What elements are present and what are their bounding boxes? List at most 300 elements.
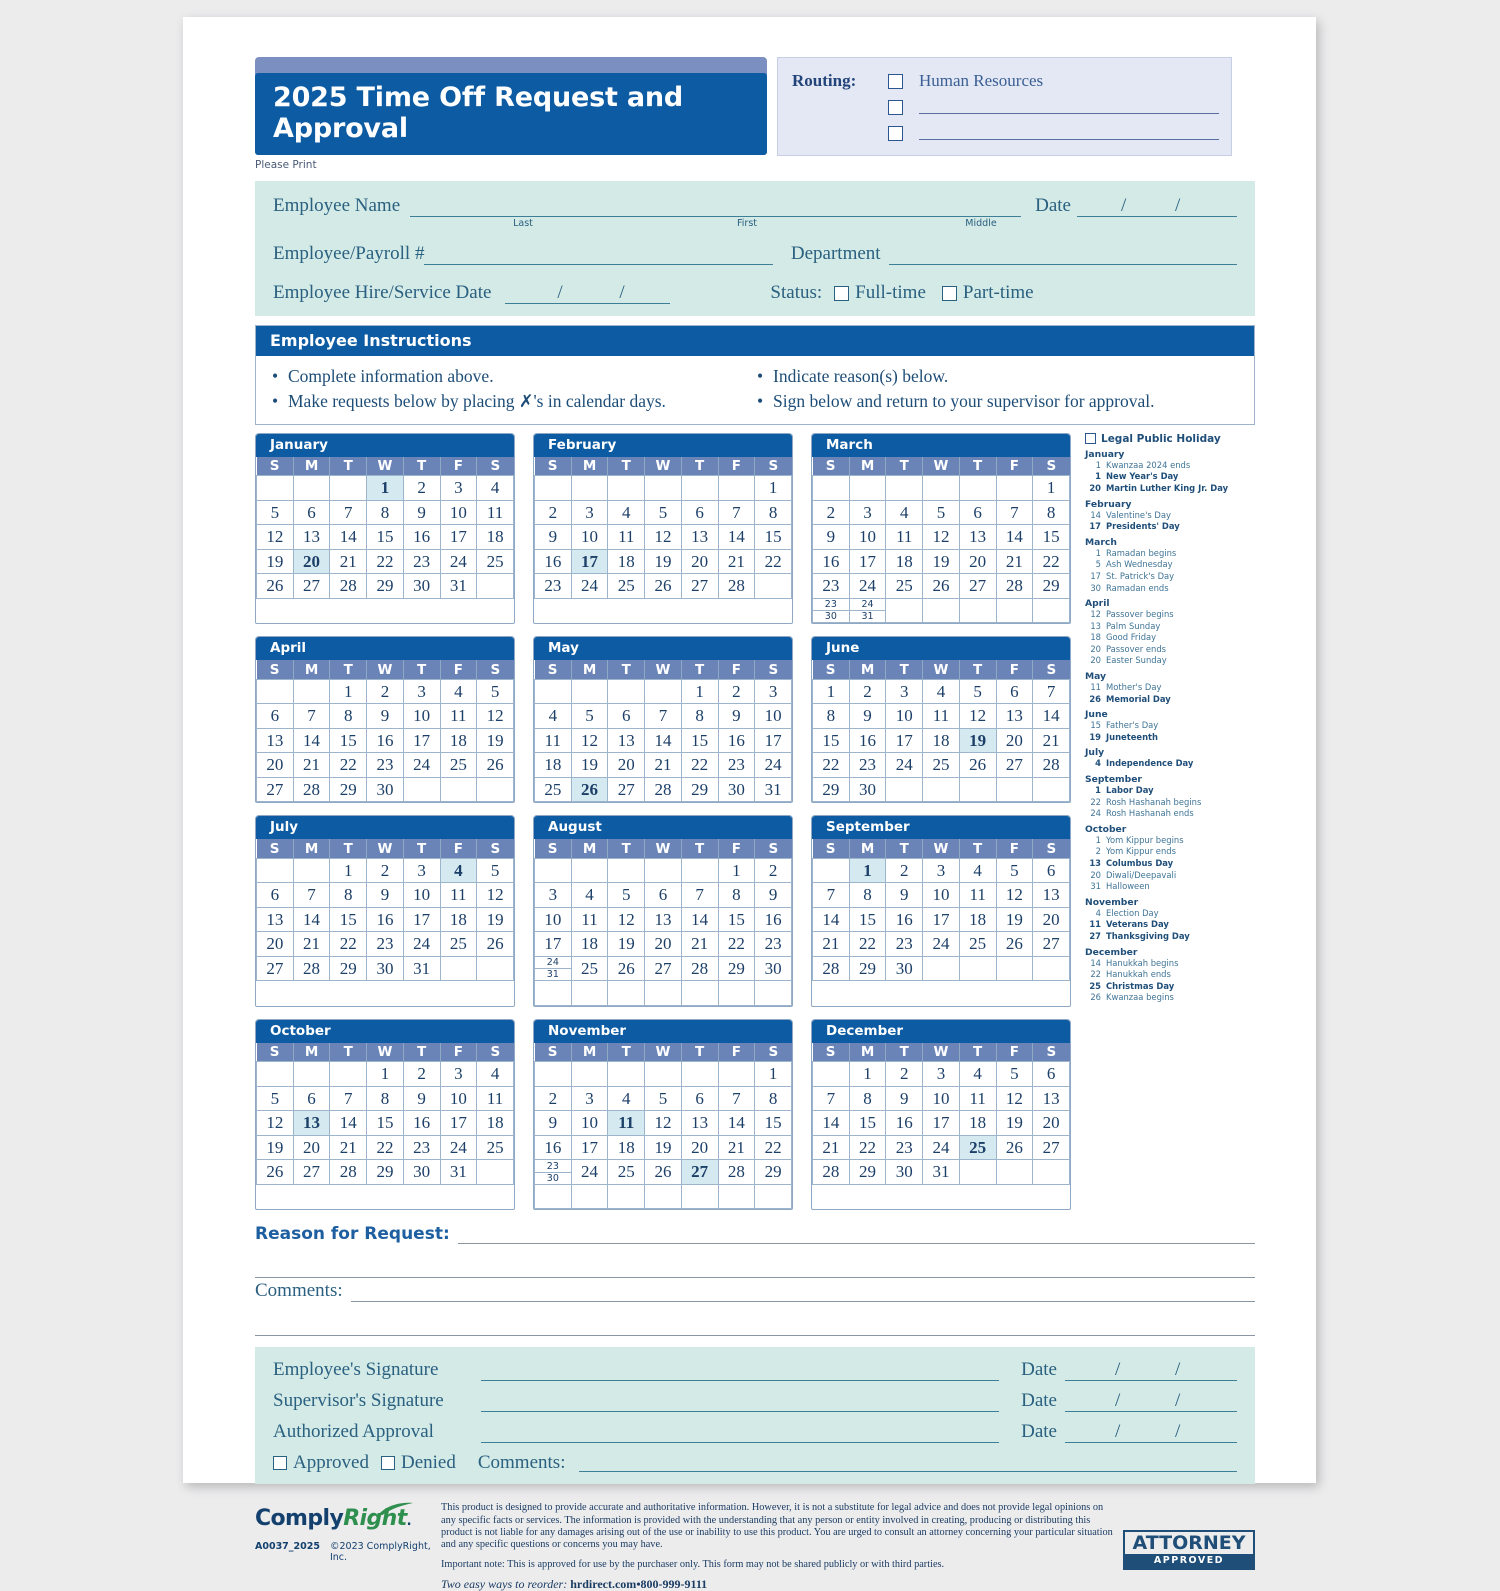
calendar-day-cell[interactable]: 13 — [257, 907, 294, 932]
calendar-day-cell[interactable]: 26 — [571, 777, 608, 802]
calendar-day-cell[interactable]: 19 — [645, 549, 682, 574]
calendar-day-cell[interactable] — [535, 1160, 572, 1185]
calendar-day-cell[interactable]: 16 — [813, 549, 850, 574]
calendar-day-cell[interactable]: 21 — [681, 932, 718, 957]
calendar-day-cell[interactable]: 5 — [571, 704, 608, 729]
calendar-day-cell[interactable]: 28 — [681, 956, 718, 981]
calendar-day-cell[interactable]: 7 — [330, 500, 367, 525]
calendar-day-cell[interactable]: 11 — [571, 907, 608, 932]
calendar-day-cell[interactable]: 25 — [959, 1135, 996, 1160]
calendar-day-cell[interactable]: 4 — [608, 1086, 645, 1111]
calendar-day-cell[interactable]: 20 — [608, 753, 645, 778]
calendar-day-cell[interactable]: 13 — [996, 704, 1033, 729]
calendar-day-cell[interactable]: 18 — [886, 549, 923, 574]
calendar-day-cell[interactable]: 22 — [755, 549, 792, 574]
reason-input-line-1[interactable] — [458, 1226, 1255, 1244]
calendar-day-cell[interactable]: 6 — [645, 883, 682, 908]
calendar-day-cell[interactable]: 15 — [367, 525, 404, 550]
calendar-day-cell[interactable]: 24 — [571, 574, 608, 599]
calendar-day-cell[interactable]: 28 — [330, 1160, 367, 1185]
calendar-day-cell[interactable]: 6 — [257, 704, 294, 729]
employee-signature-input[interactable] — [481, 1363, 999, 1381]
routing-input-3[interactable] — [919, 126, 1219, 140]
calendar-day-cell[interactable]: 14 — [718, 1111, 755, 1136]
calendar-day-cell[interactable]: 16 — [755, 907, 792, 932]
calendar-day-cell[interactable]: 23 — [886, 1135, 923, 1160]
calendar-day-cell[interactable]: 13 — [608, 728, 645, 753]
calendar-day-cell[interactable]: 15 — [330, 907, 367, 932]
calendar-day-cell[interactable]: 24 — [403, 932, 440, 957]
calendar-day-cell[interactable]: 30 — [367, 777, 404, 802]
calendar-day-cell[interactable]: 7 — [681, 883, 718, 908]
calendar-day-cell[interactable]: 23 — [755, 932, 792, 957]
calendar-day-cell[interactable]: 13 — [681, 1111, 718, 1136]
calendar-day-cell[interactable]: 15 — [681, 728, 718, 753]
calendar-day-cell[interactable]: 18 — [959, 907, 996, 932]
calendar-day-cell[interactable]: 22 — [330, 932, 367, 957]
calendar-day-cell[interactable]: 27 — [1033, 932, 1070, 957]
calendar-day-cell[interactable]: 9 — [886, 883, 923, 908]
calendar-day-cell[interactable]: 17 — [571, 1135, 608, 1160]
calendar-day-cell[interactable]: 1 — [755, 476, 792, 501]
calendar-day-cell[interactable]: 29 — [813, 777, 850, 802]
calendar-day-cell[interactable]: 12 — [571, 728, 608, 753]
calendar-day-cell[interactable]: 28 — [1033, 753, 1070, 778]
calendar-day-cell[interactable]: 5 — [996, 858, 1033, 883]
calendar-day-cell[interactable]: 4 — [886, 500, 923, 525]
calendar-day-cell[interactable]: 28 — [330, 574, 367, 599]
calendar-day-split-top[interactable]: 23 — [535, 1161, 571, 1173]
calendar-day-split-bottom[interactable]: 31 — [861, 611, 874, 622]
calendar-day-cell[interactable]: 16 — [367, 907, 404, 932]
calendar-day-cell[interactable] — [535, 956, 572, 981]
calendar-day-cell[interactable]: 29 — [367, 574, 404, 599]
employee-date-input[interactable] — [1065, 1359, 1237, 1381]
calendar-day-cell[interactable]: 1 — [813, 679, 850, 704]
calendar-day-cell[interactable]: 17 — [571, 549, 608, 574]
calendar-day-cell[interactable]: 15 — [718, 907, 755, 932]
calendar-day-cell[interactable]: 21 — [330, 549, 367, 574]
calendar-day-cell[interactable]: 4 — [440, 858, 477, 883]
calendar-day-cell[interactable]: 18 — [477, 1111, 514, 1136]
calendar-day-cell[interactable]: 3 — [535, 883, 572, 908]
calendar-day-cell[interactable]: 4 — [923, 679, 960, 704]
calendar-day-cell[interactable]: 9 — [367, 883, 404, 908]
calendar-day-cell[interactable]: 31 — [755, 777, 792, 802]
calendar-day-cell[interactable]: 26 — [257, 1160, 294, 1185]
calendar-day-cell[interactable]: 28 — [645, 777, 682, 802]
calendar-day-cell[interactable]: 23 — [367, 753, 404, 778]
calendar-day-cell[interactable]: 8 — [718, 883, 755, 908]
calendar-day-cell[interactable]: 11 — [477, 500, 514, 525]
calendar-day-cell[interactable]: 5 — [645, 1086, 682, 1111]
calendar-day-cell[interactable]: 16 — [849, 728, 886, 753]
calendar-day-cell[interactable]: 6 — [681, 1086, 718, 1111]
calendar-day-cell[interactable]: 15 — [367, 1111, 404, 1136]
calendar-day-cell[interactable]: 25 — [923, 753, 960, 778]
calendar-day-cell[interactable]: 22 — [681, 753, 718, 778]
calendar-day-cell[interactable]: 15 — [755, 1111, 792, 1136]
calendar-day-cell[interactable]: 14 — [330, 1111, 367, 1136]
calendar-day-cell[interactable]: 20 — [257, 932, 294, 957]
calendar-day-cell[interactable]: 24 — [886, 753, 923, 778]
calendar-day-cell[interactable]: 10 — [571, 525, 608, 550]
calendar-day-cell[interactable]: 17 — [923, 1111, 960, 1136]
calendar-day-cell[interactable]: 9 — [718, 704, 755, 729]
calendar-day-cell[interactable]: 22 — [755, 1135, 792, 1160]
approved-checkbox[interactable] — [273, 1456, 287, 1470]
calendar-day-cell[interactable]: 12 — [645, 525, 682, 550]
calendar-day-cell[interactable]: 12 — [477, 883, 514, 908]
calendar-day-cell[interactable]: 11 — [477, 1086, 514, 1111]
calendar-day-cell[interactable]: 15 — [330, 728, 367, 753]
calendar-day-cell[interactable]: 30 — [849, 777, 886, 802]
calendar-day-cell[interactable]: 5 — [923, 500, 960, 525]
calendar-day-cell[interactable]: 5 — [477, 679, 514, 704]
calendar-day-cell[interactable]: 2 — [403, 476, 440, 501]
approval-comments-input[interactable] — [579, 1454, 1237, 1472]
routing-checkbox-3[interactable] — [888, 126, 903, 141]
calendar-day-cell[interactable]: 27 — [959, 574, 996, 599]
calendar-day-cell[interactable]: 1 — [367, 1062, 404, 1087]
calendar-day-cell[interactable]: 24 — [440, 549, 477, 574]
hire-date-input[interactable] — [505, 282, 670, 304]
calendar-day-cell[interactable]: 17 — [403, 728, 440, 753]
calendar-day-cell[interactable]: 20 — [293, 549, 330, 574]
calendar-day-cell[interactable]: 21 — [718, 549, 755, 574]
calendar-day-cell[interactable]: 29 — [1033, 574, 1070, 599]
calendar-day-cell[interactable]: 17 — [403, 907, 440, 932]
calendar-day-cell[interactable]: 8 — [330, 883, 367, 908]
calendar-day-cell[interactable] — [813, 598, 850, 623]
calendar-day-cell[interactable]: 10 — [755, 704, 792, 729]
calendar-day-cell[interactable]: 7 — [293, 704, 330, 729]
calendar-day-cell[interactable]: 11 — [608, 1111, 645, 1136]
calendar-day-cell[interactable]: 8 — [367, 500, 404, 525]
calendar-day-cell[interactable]: 3 — [571, 500, 608, 525]
calendar-day-cell[interactable]: 30 — [886, 1160, 923, 1185]
calendar-day-cell[interactable]: 25 — [886, 574, 923, 599]
calendar-day-cell[interactable]: 23 — [718, 753, 755, 778]
calendar-day-cell[interactable]: 28 — [293, 777, 330, 802]
calendar-day-cell[interactable]: 20 — [1033, 907, 1070, 932]
calendar-day-cell[interactable]: 1 — [367, 476, 404, 501]
calendar-day-cell[interactable]: 25 — [477, 1135, 514, 1160]
calendar-day-cell[interactable]: 4 — [608, 500, 645, 525]
calendar-day-cell[interactable]: 3 — [403, 679, 440, 704]
calendar-day-cell[interactable]: 31 — [923, 1160, 960, 1185]
calendar-day-cell[interactable]: 19 — [257, 1135, 294, 1160]
calendar-day-cell[interactable]: 10 — [849, 525, 886, 550]
calendar-day-cell[interactable]: 25 — [440, 753, 477, 778]
calendar-day-cell[interactable]: 21 — [996, 549, 1033, 574]
comments-input-line-1[interactable] — [351, 1284, 1255, 1302]
status-checkbox-fulltime[interactable] — [834, 286, 849, 301]
calendar-day-cell[interactable]: 13 — [293, 525, 330, 550]
calendar-day-cell[interactable]: 26 — [477, 753, 514, 778]
calendar-day-cell[interactable]: 4 — [535, 704, 572, 729]
calendar-day-cell[interactable]: 20 — [996, 728, 1033, 753]
calendar-day-cell[interactable]: 20 — [645, 932, 682, 957]
calendar-day-cell[interactable]: 6 — [996, 679, 1033, 704]
calendar-day-cell[interactable]: 7 — [330, 1086, 367, 1111]
calendar-day-cell[interactable]: 10 — [403, 704, 440, 729]
calendar-day-cell[interactable]: 22 — [718, 932, 755, 957]
calendar-day-cell[interactable]: 16 — [535, 549, 572, 574]
calendar-day-cell[interactable]: 4 — [571, 883, 608, 908]
calendar-day-cell[interactable]: 23 — [813, 574, 850, 599]
calendar-day-cell[interactable]: 26 — [996, 932, 1033, 957]
calendar-day-cell[interactable]: 9 — [535, 1111, 572, 1136]
payroll-input[interactable] — [424, 248, 772, 265]
calendar-day-cell[interactable]: 2 — [535, 500, 572, 525]
calendar-day-cell[interactable]: 2 — [886, 858, 923, 883]
calendar-day-cell[interactable]: 30 — [403, 574, 440, 599]
calendar-day-cell[interactable]: 26 — [645, 574, 682, 599]
calendar-day-cell[interactable]: 2 — [718, 679, 755, 704]
calendar-day-cell[interactable]: 7 — [645, 704, 682, 729]
calendar-day-cell[interactable]: 8 — [849, 883, 886, 908]
calendar-day-cell[interactable]: 11 — [440, 883, 477, 908]
calendar-day-cell[interactable]: 6 — [293, 1086, 330, 1111]
calendar-day-cell[interactable]: 15 — [755, 525, 792, 550]
calendar-day-cell[interactable]: 9 — [813, 525, 850, 550]
calendar-day-cell[interactable]: 27 — [608, 777, 645, 802]
calendar-day-cell[interactable]: 31 — [440, 1160, 477, 1185]
calendar-day-cell[interactable]: 19 — [608, 932, 645, 957]
calendar-day-cell[interactable]: 1 — [330, 858, 367, 883]
calendar-day-cell[interactable]: 8 — [755, 1086, 792, 1111]
calendar-day-cell[interactable]: 22 — [849, 932, 886, 957]
calendar-day-cell[interactable]: 24 — [923, 932, 960, 957]
calendar-day-cell[interactable]: 24 — [755, 753, 792, 778]
comments-input-line-2[interactable] — [255, 1302, 1255, 1336]
calendar-day-cell[interactable]: 14 — [681, 907, 718, 932]
calendar-day-cell[interactable]: 5 — [257, 500, 294, 525]
calendar-day-cell[interactable]: 5 — [645, 500, 682, 525]
calendar-day-cell[interactable]: 21 — [718, 1135, 755, 1160]
calendar-day-cell[interactable]: 26 — [959, 753, 996, 778]
calendar-day-cell[interactable]: 17 — [849, 549, 886, 574]
calendar-day-cell[interactable]: 13 — [1033, 883, 1070, 908]
calendar-day-cell[interactable]: 14 — [1033, 704, 1070, 729]
calendar-day-cell[interactable]: 29 — [849, 1160, 886, 1185]
department-input[interactable] — [889, 248, 1237, 265]
calendar-day-cell[interactable]: 23 — [403, 1135, 440, 1160]
calendar-day-cell[interactable]: 17 — [440, 525, 477, 550]
calendar-day-cell[interactable]: 18 — [477, 525, 514, 550]
supervisor-date-input[interactable] — [1065, 1390, 1237, 1412]
calendar-day-cell[interactable]: 18 — [608, 1135, 645, 1160]
routing-checkbox-hr[interactable] — [888, 74, 903, 89]
calendar-day-cell[interactable]: 29 — [367, 1160, 404, 1185]
calendar-day-cell[interactable] — [849, 598, 886, 623]
calendar-day-cell[interactable]: 2 — [403, 1062, 440, 1087]
calendar-day-cell[interactable]: 2 — [535, 1086, 572, 1111]
calendar-day-cell[interactable]: 14 — [330, 525, 367, 550]
calendar-day-cell[interactable]: 4 — [477, 1062, 514, 1087]
calendar-day-cell[interactable]: 27 — [257, 777, 294, 802]
calendar-day-cell[interactable]: 26 — [477, 932, 514, 957]
calendar-day-cell[interactable]: 8 — [367, 1086, 404, 1111]
calendar-day-cell[interactable]: 11 — [886, 525, 923, 550]
calendar-day-cell[interactable]: 8 — [813, 704, 850, 729]
calendar-day-cell[interactable]: 19 — [257, 549, 294, 574]
calendar-day-cell[interactable]: 19 — [996, 1111, 1033, 1136]
calendar-day-cell[interactable]: 30 — [755, 956, 792, 981]
calendar-day-cell[interactable]: 7 — [813, 1086, 850, 1111]
calendar-day-cell[interactable]: 3 — [755, 679, 792, 704]
calendar-day-cell[interactable]: 1 — [681, 679, 718, 704]
calendar-day-cell[interactable]: 1 — [718, 858, 755, 883]
calendar-day-cell[interactable]: 24 — [440, 1135, 477, 1160]
calendar-day-cell[interactable]: 15 — [849, 907, 886, 932]
calendar-day-cell[interactable]: 6 — [257, 883, 294, 908]
calendar-day-cell[interactable]: 19 — [645, 1135, 682, 1160]
date-input[interactable] — [1077, 195, 1237, 217]
calendar-day-cell[interactable]: 14 — [645, 728, 682, 753]
calendar-day-cell[interactable]: 12 — [996, 883, 1033, 908]
calendar-day-cell[interactable]: 17 — [755, 728, 792, 753]
calendar-day-cell[interactable]: 20 — [681, 549, 718, 574]
calendar-day-cell[interactable]: 11 — [959, 1086, 996, 1111]
calendar-day-cell[interactable]: 16 — [403, 1111, 440, 1136]
calendar-day-cell[interactable]: 20 — [959, 549, 996, 574]
calendar-day-split-top[interactable]: 23 — [813, 599, 849, 611]
authorized-approval-input[interactable] — [481, 1425, 999, 1443]
calendar-day-cell[interactable]: 3 — [886, 679, 923, 704]
calendar-day-cell[interactable]: 25 — [608, 574, 645, 599]
calendar-day-cell[interactable]: 24 — [403, 753, 440, 778]
calendar-day-cell[interactable]: 5 — [959, 679, 996, 704]
calendar-day-cell[interactable]: 10 — [886, 704, 923, 729]
calendar-day-cell[interactable]: 12 — [257, 1111, 294, 1136]
calendar-day-cell[interactable]: 23 — [849, 753, 886, 778]
calendar-day-cell[interactable]: 17 — [440, 1111, 477, 1136]
calendar-day-cell[interactable]: 11 — [923, 704, 960, 729]
calendar-day-cell[interactable]: 21 — [813, 1135, 850, 1160]
reason-input-line-2[interactable] — [255, 1244, 1255, 1278]
calendar-day-cell[interactable]: 22 — [1033, 549, 1070, 574]
calendar-day-cell[interactable]: 16 — [886, 1111, 923, 1136]
calendar-day-cell[interactable]: 19 — [571, 753, 608, 778]
authorized-date-input[interactable] — [1065, 1421, 1237, 1443]
calendar-day-cell[interactable]: 21 — [645, 753, 682, 778]
calendar-day-cell[interactable]: 19 — [477, 728, 514, 753]
calendar-day-cell[interactable]: 29 — [330, 777, 367, 802]
calendar-day-cell[interactable]: 7 — [718, 500, 755, 525]
calendar-day-cell[interactable]: 2 — [813, 500, 850, 525]
calendar-day-cell[interactable]: 12 — [608, 907, 645, 932]
calendar-day-cell[interactable]: 28 — [293, 956, 330, 981]
calendar-day-cell[interactable]: 8 — [1033, 500, 1070, 525]
calendar-day-cell[interactable]: 28 — [813, 1160, 850, 1185]
calendar-day-cell[interactable]: 11 — [535, 728, 572, 753]
calendar-day-cell[interactable]: 25 — [608, 1160, 645, 1185]
calendar-day-cell[interactable]: 13 — [1033, 1086, 1070, 1111]
calendar-day-cell[interactable]: 20 — [293, 1135, 330, 1160]
calendar-day-cell[interactable]: 29 — [330, 956, 367, 981]
calendar-day-cell[interactable]: 31 — [403, 956, 440, 981]
calendar-day-cell[interactable]: 3 — [571, 1086, 608, 1111]
calendar-day-cell[interactable]: 17 — [886, 728, 923, 753]
calendar-day-cell[interactable]: 16 — [367, 728, 404, 753]
calendar-day-cell[interactable]: 7 — [718, 1086, 755, 1111]
denied-checkbox[interactable] — [381, 1456, 395, 1470]
calendar-day-cell[interactable]: 8 — [681, 704, 718, 729]
calendar-day-cell[interactable]: 10 — [403, 883, 440, 908]
calendar-day-cell[interactable]: 26 — [996, 1135, 1033, 1160]
calendar-day-cell[interactable]: 6 — [959, 500, 996, 525]
calendar-day-cell[interactable]: 3 — [403, 858, 440, 883]
calendar-day-cell[interactable]: 9 — [849, 704, 886, 729]
calendar-day-cell[interactable]: 1 — [849, 858, 886, 883]
calendar-day-cell[interactable]: 9 — [535, 525, 572, 550]
calendar-day-cell[interactable]: 19 — [923, 549, 960, 574]
calendar-day-cell[interactable]: 1 — [755, 1062, 792, 1087]
calendar-day-cell[interactable]: 3 — [440, 476, 477, 501]
calendar-day-cell[interactable]: 29 — [718, 956, 755, 981]
calendar-day-split-top[interactable]: 24 — [535, 957, 571, 969]
calendar-day-cell[interactable]: 29 — [681, 777, 718, 802]
calendar-day-cell[interactable]: 21 — [330, 1135, 367, 1160]
calendar-day-cell[interactable]: 15 — [1033, 525, 1070, 550]
calendar-day-cell[interactable]: 12 — [959, 704, 996, 729]
calendar-day-cell[interactable]: 12 — [923, 525, 960, 550]
calendar-day-cell[interactable]: 26 — [257, 574, 294, 599]
calendar-day-cell[interactable]: 3 — [849, 500, 886, 525]
calendar-day-cell[interactable]: 28 — [718, 1160, 755, 1185]
calendar-day-cell[interactable]: 2 — [367, 858, 404, 883]
calendar-day-cell[interactable]: 10 — [923, 1086, 960, 1111]
calendar-day-cell[interactable]: 1 — [849, 1062, 886, 1087]
status-checkbox-parttime[interactable] — [942, 286, 957, 301]
calendar-day-cell[interactable]: 2 — [849, 679, 886, 704]
calendar-day-cell[interactable]: 17 — [535, 932, 572, 957]
calendar-day-cell[interactable]: 22 — [813, 753, 850, 778]
calendar-day-cell[interactable]: 18 — [535, 753, 572, 778]
calendar-day-cell[interactable]: 11 — [608, 525, 645, 550]
calendar-day-cell[interactable]: 18 — [959, 1111, 996, 1136]
calendar-day-cell[interactable]: 3 — [923, 1062, 960, 1087]
calendar-day-cell[interactable]: 30 — [886, 956, 923, 981]
calendar-day-cell[interactable]: 12 — [257, 525, 294, 550]
calendar-day-cell[interactable]: 7 — [293, 883, 330, 908]
calendar-day-cell[interactable]: 21 — [293, 753, 330, 778]
calendar-day-cell[interactable]: 16 — [535, 1135, 572, 1160]
calendar-day-cell[interactable]: 9 — [403, 500, 440, 525]
calendar-day-cell[interactable]: 16 — [718, 728, 755, 753]
calendar-day-split-bottom[interactable]: 30 — [546, 1172, 559, 1184]
calendar-day-cell[interactable]: 11 — [959, 883, 996, 908]
calendar-day-cell[interactable]: 14 — [996, 525, 1033, 550]
calendar-day-cell[interactable]: 12 — [477, 704, 514, 729]
calendar-day-cell[interactable]: 10 — [440, 500, 477, 525]
calendar-day-cell[interactable]: 18 — [923, 728, 960, 753]
calendar-day-cell[interactable]: 21 — [1033, 728, 1070, 753]
employee-name-input[interactable] — [410, 200, 1021, 217]
calendar-day-cell[interactable]: 11 — [440, 704, 477, 729]
calendar-day-cell[interactable]: 29 — [755, 1160, 792, 1185]
calendar-day-cell[interactable]: 14 — [813, 1111, 850, 1136]
calendar-day-cell[interactable]: 9 — [367, 704, 404, 729]
calendar-day-split-top[interactable]: 24 — [850, 599, 886, 611]
calendar-day-cell[interactable]: 10 — [440, 1086, 477, 1111]
calendar-day-cell[interactable]: 6 — [1033, 858, 1070, 883]
calendar-day-cell[interactable]: 20 — [681, 1135, 718, 1160]
reorder-website[interactable]: hrdirect.com — [570, 1577, 637, 1591]
calendar-day-cell[interactable]: 10 — [535, 907, 572, 932]
